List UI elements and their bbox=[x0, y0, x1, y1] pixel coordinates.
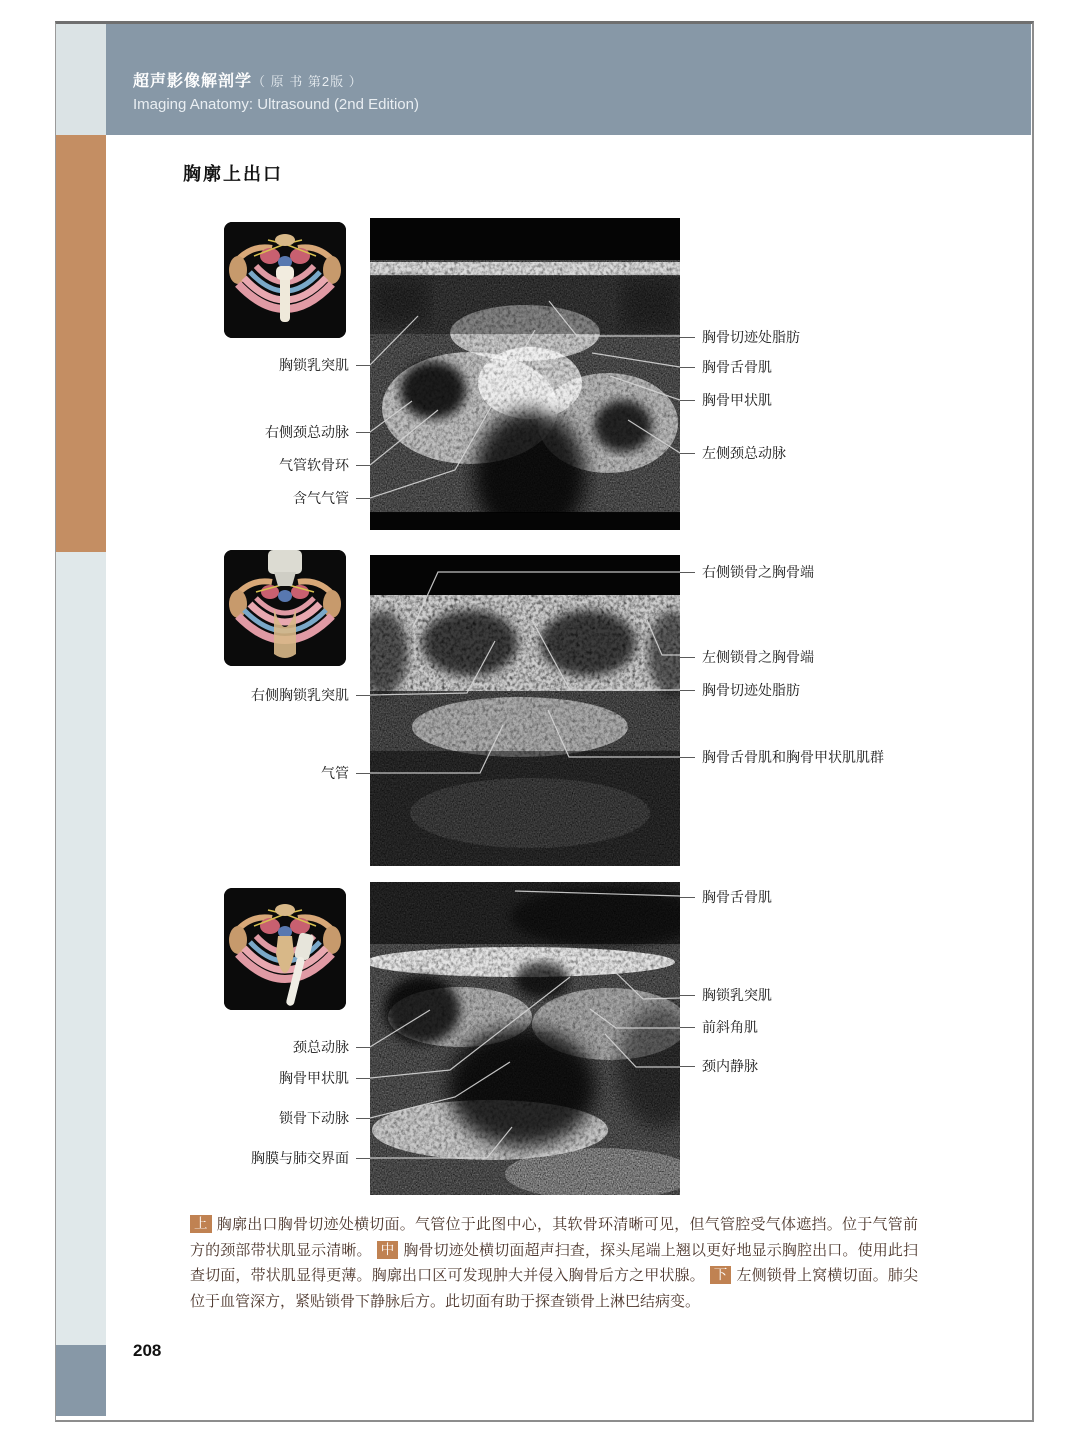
anatomy-label bbox=[279, 457, 370, 473]
ultrasound-image-sternal-notch-angled bbox=[370, 555, 680, 866]
leader-line bbox=[680, 367, 695, 368]
caption-text-top: 胸廓出口胸骨切迹处横切面。气管位于此图中心，其软骨环清晰可见，但气管腔受气体遮挡。位于气管前方的颈部带状肌显示清晰。 bbox=[190, 1216, 918, 1259]
label-text: 左侧锁骨之胸骨端 bbox=[702, 649, 814, 665]
label-text: 气管 bbox=[321, 765, 349, 781]
leader-line bbox=[680, 337, 695, 338]
leader-line bbox=[680, 657, 695, 658]
label-text: 胸锁乳突肌 bbox=[279, 357, 349, 373]
book-header bbox=[133, 68, 419, 113]
leader-line bbox=[680, 400, 695, 401]
anatomy-label bbox=[279, 1070, 370, 1086]
page-number: 208 bbox=[133, 1341, 162, 1360]
label-text: 锁骨下动脉 bbox=[279, 1110, 349, 1126]
leader-line bbox=[356, 1078, 370, 1079]
caption-text-middle: 胸骨切迹处横切面超声扫查，探头尾端上翘以更好地显示胸腔出口。使用此扫查切面，带状肌显得更薄。胸廓出口区可发现肿大并侵入胸骨后方之甲状腺。 bbox=[190, 1241, 918, 1284]
leader-line bbox=[356, 773, 370, 774]
leader-line bbox=[680, 1027, 695, 1028]
anatomy-label bbox=[279, 1110, 370, 1126]
anatomy-label bbox=[680, 359, 772, 375]
leader-line bbox=[356, 498, 370, 499]
header-corner-block bbox=[56, 24, 106, 135]
leader-line bbox=[680, 757, 695, 758]
anatomy-label bbox=[680, 987, 772, 1003]
caption-text-bottom: 左侧锁骨上窝横切面。肺尖位于血管深方，紧贴锁骨下静脉后方。此切面有助于探查锁骨上淋巴结病变。 bbox=[190, 1267, 918, 1310]
label-text: 胸骨舌骨肌 bbox=[702, 359, 772, 375]
anatomy-label bbox=[265, 424, 370, 440]
anatomy-illustration-thoracic-inlet-2 bbox=[224, 550, 346, 666]
label-text: 右侧锁骨之胸骨端 bbox=[702, 564, 814, 580]
leader-line bbox=[680, 572, 695, 573]
anatomy-label bbox=[680, 329, 800, 345]
caption-badge-top: 上 bbox=[190, 1215, 212, 1233]
anatomy-label bbox=[680, 649, 814, 665]
figure-caption bbox=[190, 1212, 918, 1314]
section-title: 胸廓上出口 bbox=[183, 164, 283, 184]
anatomy-label bbox=[251, 687, 370, 703]
anatomy-label bbox=[293, 1039, 370, 1055]
anatomy-label bbox=[680, 564, 814, 580]
anatomy-label bbox=[680, 682, 800, 698]
anatomy-label bbox=[293, 490, 370, 506]
label-text: 胸骨甲状肌 bbox=[702, 392, 772, 408]
anatomy-label bbox=[680, 392, 772, 408]
label-text: 颈总动脉 bbox=[293, 1039, 349, 1055]
sidebar-light-bar bbox=[56, 552, 106, 1345]
anatomy-label bbox=[680, 445, 786, 461]
leader-line bbox=[356, 365, 370, 366]
ultrasound-image-supraclavicular bbox=[370, 882, 680, 1195]
leader-line bbox=[356, 1158, 370, 1159]
label-text: 右侧颈总动脉 bbox=[265, 424, 349, 440]
leader-line bbox=[680, 453, 695, 454]
caption-badge-bottom: 下 bbox=[710, 1266, 732, 1284]
sidebar-bottom-bar bbox=[56, 1345, 106, 1416]
label-text: 左侧颈总动脉 bbox=[702, 445, 786, 461]
leader-line bbox=[356, 1047, 370, 1048]
anatomy-label bbox=[680, 749, 884, 765]
book-title-zh bbox=[133, 68, 419, 91]
leader-line bbox=[356, 465, 370, 466]
book-title-zh-text: 超声影像解剖学 bbox=[133, 73, 253, 90]
anatomy-label bbox=[251, 1150, 370, 1166]
ultrasound-image-sternal-notch bbox=[370, 218, 680, 530]
label-text: 胸骨舌骨肌和胸骨甲状肌肌群 bbox=[702, 749, 884, 765]
label-text: 气管软骨环 bbox=[279, 457, 349, 473]
label-text: 胸锁乳突肌 bbox=[702, 987, 772, 1003]
leader-line bbox=[356, 695, 370, 696]
label-text: 胸膜与肺交界面 bbox=[251, 1150, 349, 1166]
label-text: 前斜角肌 bbox=[702, 1019, 758, 1035]
label-text: 胸骨切迹处脂肪 bbox=[702, 329, 800, 345]
label-text: 右侧胸锁乳突肌 bbox=[251, 687, 349, 703]
book-edition: （ 原 书 第2版 ） bbox=[252, 74, 363, 89]
leader-line bbox=[680, 1066, 695, 1067]
leader-line bbox=[356, 432, 370, 433]
label-text: 胸骨甲状肌 bbox=[279, 1070, 349, 1086]
anatomy-label bbox=[680, 1019, 758, 1035]
label-text: 颈内静脉 bbox=[702, 1058, 758, 1074]
leader-line bbox=[356, 1118, 370, 1119]
label-text: 胸骨舌骨肌 bbox=[702, 889, 772, 905]
sidebar-orange-bar bbox=[56, 135, 106, 552]
anatomy-illustration-thoracic-inlet-1 bbox=[224, 222, 346, 338]
book-title-en: Imaging Anatomy: Ultrasound (2nd Edition) bbox=[133, 96, 419, 113]
label-text: 胸骨切迹处脂肪 bbox=[702, 682, 800, 698]
anatomy-label bbox=[279, 357, 370, 373]
caption-badge-middle: 中 bbox=[377, 1241, 399, 1259]
anatomy-label bbox=[321, 765, 370, 781]
anatomy-label bbox=[680, 889, 772, 905]
leader-line bbox=[680, 995, 695, 996]
leader-line bbox=[680, 690, 695, 691]
anatomy-label bbox=[680, 1058, 758, 1074]
leader-line bbox=[680, 897, 695, 898]
label-text: 含气气管 bbox=[293, 490, 349, 506]
anatomy-illustration-thoracic-inlet-3 bbox=[224, 888, 346, 1010]
